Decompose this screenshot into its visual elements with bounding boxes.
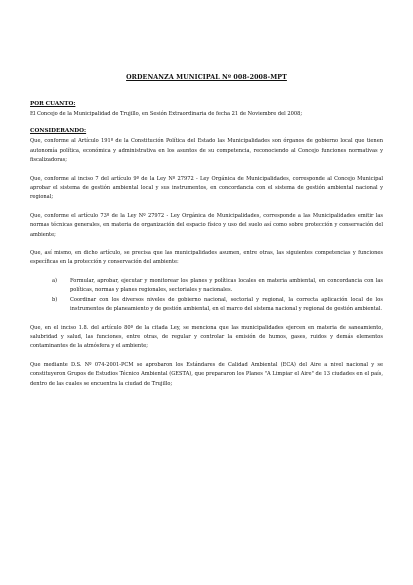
por-cuanto-text: El Concejo de la Municipalidad de Trujillo, en Sesión Extraordinaria de fecha 21 de Noviembre del 2008; — [30, 111, 303, 117]
list-item — [52, 277, 383, 296]
por-cuanto-heading: POR CUANTO: — [30, 101, 76, 107]
list-item-marker: b) — [52, 296, 58, 303]
competencias-list — [30, 277, 383, 315]
considerando-paragraph: Que, así mismo, en dicho artículo, se precisa que las municipalidades asumen, entre otras, las siguientes competencias y funciones específicas en la protección y conservación del ambiente: — [30, 250, 383, 266]
considerando-paragraph: Que, conforme al inciso 7 del artículo 9º de la Ley Nº 27972 - Ley Orgánica de Municipalidades, corresponde al Concejo Municipal aprobar el sistema de gestión ambiental local y sus instrumentos, en concordancia con el sistema de gestión ambiental nacional y regional; — [30, 175, 383, 201]
considerando-heading: CONSIDERANDO: — [30, 128, 87, 135]
document-title: ORDENANZA MUNICIPAL Nº 008-2008-MPT — [126, 74, 287, 81]
considerando-paragraph: Que, conforme el artículo 73º de la Ley Nº 27972 - Ley Orgánica de Municipalidades, corresponde a las Municipalidades emitir las normas técnicas generales, en materia de organización del espacio físico y uso del suelo así como sobre protección y conservación del ambiente; — [30, 212, 383, 238]
considerando-paragraph: Que, conforme al Artículo 191º de la Constitución Política del Estado las Municipalidades son órganos de gobierno local que tienen autonomía política, económica y administrativa en los asuntos de su competencia, reconociendo al Concejo funciones normativas y fiscalizadoras; — [30, 138, 383, 164]
list-item-marker: a) — [52, 277, 58, 284]
considerando-paragraph: Que mediante D.S. Nº 074-2001-PCM se aprobaron los Estándares de Calidad Ambiental (ECA) del Aire a nivel nacional y se constituyeron Grupos de Estudios Técnico Ambiental (GESTA), que prepararon los Planes "A Limpiar el Aire" de 13 ciudades en el país, dentro de las cuales se encuentra la ciudad de Trujillo; — [30, 361, 383, 387]
list-item — [52, 296, 383, 315]
list-item-text: Coordinar con los diversos niveles de gobierno nacional, sectorial y regional, la correcta aplicación local de los instrumentos de planeamiento y de gestión ambiental, en el marco del sistema nacional y regional de gestión ambiental. — [70, 296, 383, 313]
considerando-paragraph: Que, en el inciso 1.8. del artículo 80º de la citada Ley, se menciona que las municipalidades ejercen en materia de saneamiento, salubridad y salud, las funciones, entre otras, de regular y controlar la emisión de humos, gases, ruidos y demás elementos contaminantes de la atmósfera y el ambiente; — [30, 324, 383, 350]
list-item-text: Formular, aprobar, ejecutar y monitorear los planes y políticas locales en materia ambiental, en concordancia con las políticas, normas y planes regionales, sectoriales y nacionales. — [70, 277, 383, 294]
